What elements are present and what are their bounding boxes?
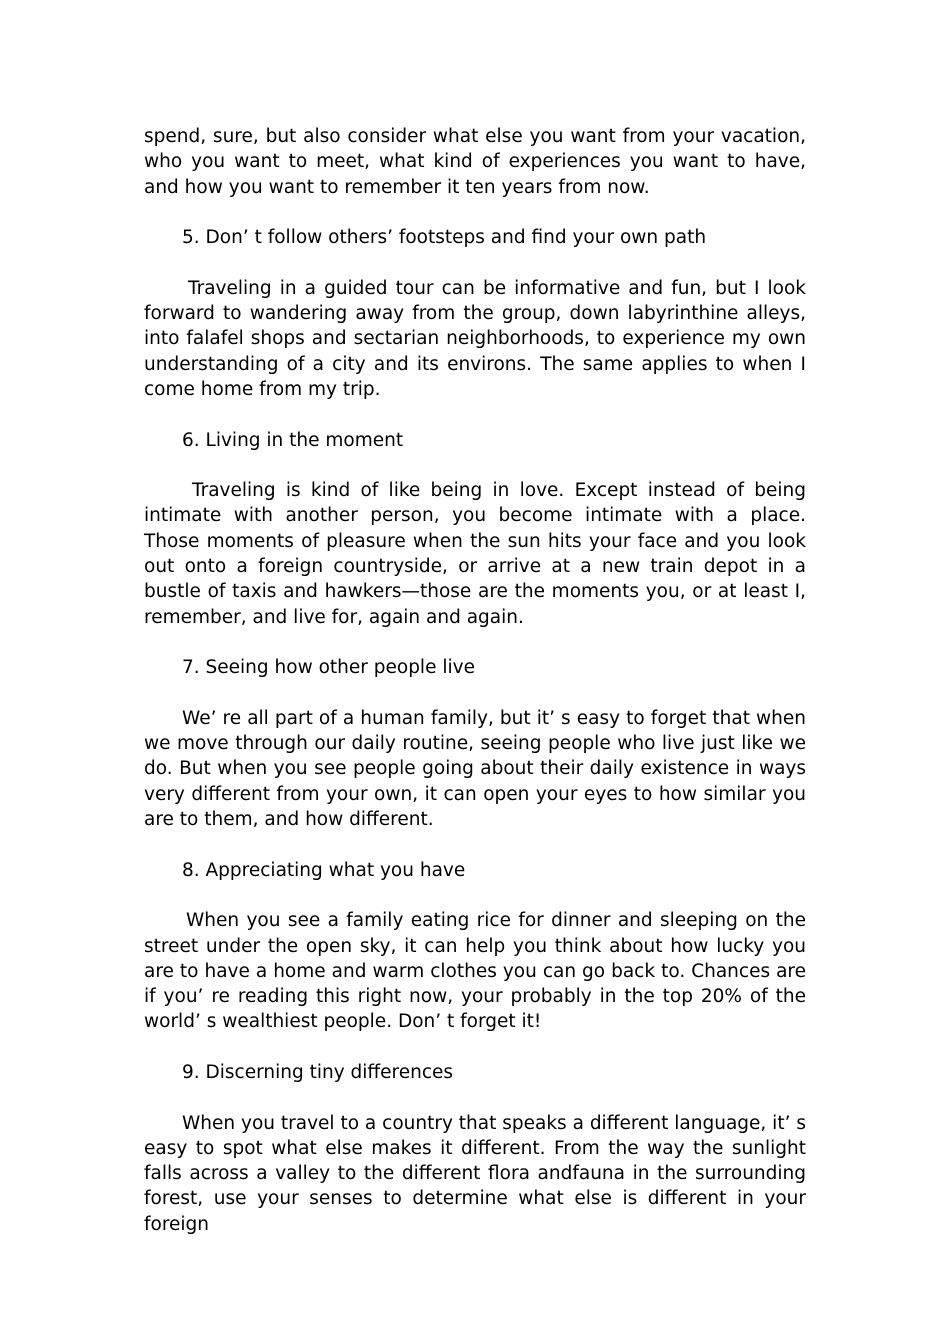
section-body-6: Traveling is kind of like being in love. Except instead of being intimate with another person, you become intimate with a place. Those moments of pleasure when the sun hits your face and you look out onto a foreign countryside, or arrive at a new train depot in a bustle of taxis and hawkers—those are the moments you, or at least I, remember, and live for, again and again. [144, 480, 806, 628]
section-heading-8: 8. Appreciating what you have [182, 859, 466, 881]
section-heading-9: 9. Discerning tiny differences [182, 1061, 454, 1083]
section-heading-7: 7. Seeing how other people live [182, 657, 475, 679]
document-page [144, 124, 806, 1237]
section-heading-5: 5. Don’ t follow others’ footsteps and find your own path [182, 227, 707, 249]
section-body-9: When you travel to a country that speaks a different language, it’ s easy to spot what else makes it different. From the way the sunlight falls across a valley to the different flora andfauna in the surrounding forest, use your senses to determine what else is different in your foreign [144, 1112, 806, 1235]
section-body-8: When you see a family eating rice for dinner and sleeping on the street under the open sky, it can help you think about how lucky you are to have a home and warm clothes you can go back to. Chances are if you’ re reading this right now, your probably in the top 20% of the world’ s wealthiest people. Don’ t forget it! [144, 910, 806, 1033]
intro-paragraph: spend, sure, but also consider what else you want from your vacation, who you want to meet, what kind of experiences you want to have, and how you want to remember it ten years from now. [144, 126, 806, 198]
section-heading-6: 6. Living in the moment [182, 429, 404, 451]
section-body-5: Traveling in a guided tour can be informative and fun, but I look forward to wandering away from the group, down labyrinthine alleys, into falafel shops and sectarian neighborhoods, to experience my own understanding of a city and its environs. The same applies to when I come home from my trip. [144, 277, 806, 400]
section-body-7: We’ re all part of a human family, but it’ s easy to forget that when we move through our daily routine, seeing people who live just like we do. But when you see people going about their daily existence in ways very different from your own, it can open your eyes to how similar you are to them, and how different. [144, 707, 806, 831]
